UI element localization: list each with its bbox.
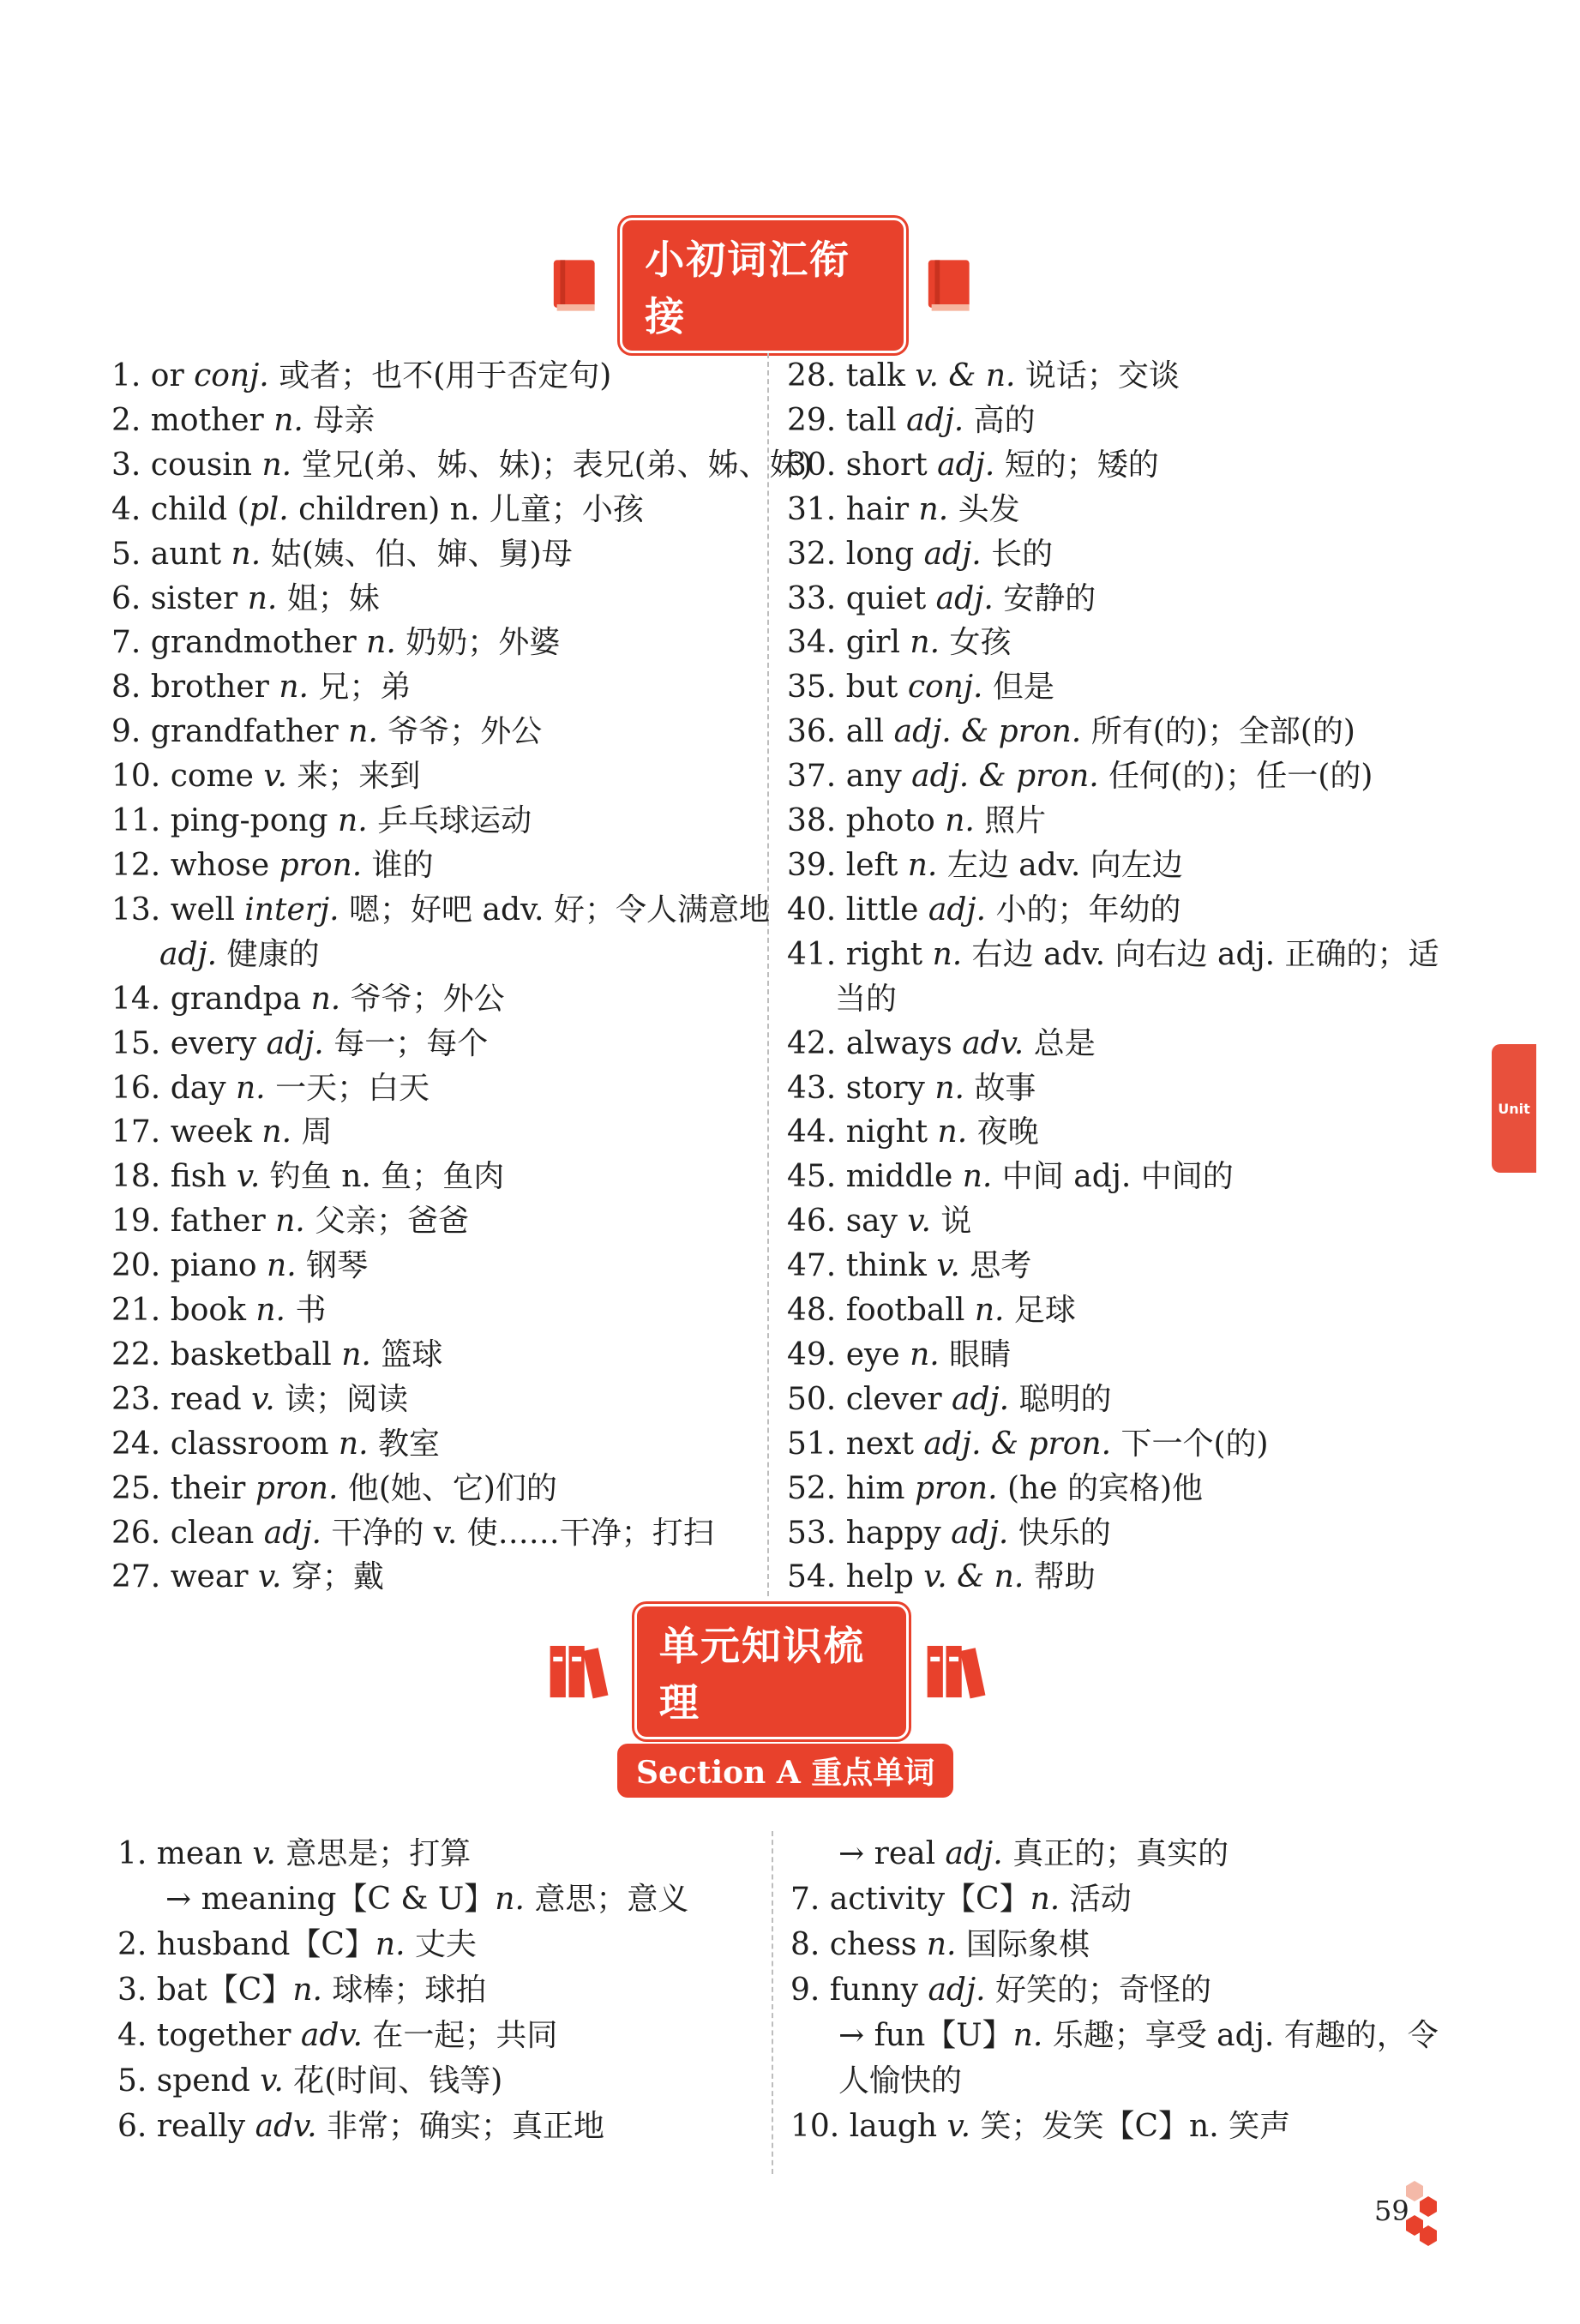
part-of-speech: n.: [275, 1204, 305, 1240]
chinese-meaning: 当的: [835, 981, 898, 1017]
chinese-meaning: 兄；弟: [308, 670, 412, 706]
book-icon: [925, 255, 976, 315]
chinese-meaning: 小的；年幼的: [986, 892, 1181, 928]
vocab-list-left: [111, 354, 813, 1600]
vocab-word: 20. piano: [111, 1248, 267, 1284]
vocab-item: [787, 710, 1439, 754]
part-of-speech: n.: [261, 447, 292, 483]
chinese-meaning: 在一起；共同: [362, 2018, 558, 2053]
part-of-speech: pron.: [914, 1470, 998, 1506]
vocab-item: [787, 977, 1439, 1022]
part-of-speech: n.: [255, 1293, 285, 1329]
vocab-item: [111, 1511, 813, 1556]
vocab-item: [111, 1467, 813, 1511]
vocab-word: 25. their: [111, 1470, 255, 1506]
book-icon: [550, 255, 601, 315]
file-folders-icon: [924, 1638, 996, 1705]
vocab-item: [111, 399, 813, 443]
vocab-item: [111, 1333, 813, 1378]
part-of-speech: interj.: [244, 892, 339, 928]
vocab-item: [111, 1155, 813, 1199]
knowledge-section-title: 单元知识梳理: [634, 1604, 909, 1739]
chinese-meaning: 来；来到: [286, 759, 421, 795]
vocab-word: 50. clever: [787, 1381, 952, 1417]
vocab-word: 18. fish: [111, 1159, 237, 1195]
chinese-meaning: children) n. 儿童；小孩: [288, 491, 644, 527]
chinese-meaning: 非常；确实；真正地: [316, 2109, 605, 2144]
vocab-item: [787, 888, 1439, 933]
vocab-item: [111, 1022, 813, 1066]
vocab-item: [111, 488, 813, 532]
vocab-word: → meaning【C & U】: [165, 1882, 496, 1917]
part-of-speech: n.: [495, 1882, 525, 1917]
vocab-word: 45. middle: [787, 1159, 963, 1195]
vocab-word: 10. come: [111, 759, 264, 795]
chinese-meaning: 所有(的)；全部(的): [1081, 714, 1355, 750]
vocab-item: [787, 1110, 1439, 1155]
part-of-speech: n.: [231, 536, 261, 572]
vocab-word: 7. activity【C】: [790, 1882, 1030, 1917]
chinese-meaning: 花(时间、钱等): [283, 2063, 503, 2099]
vocab-item: [787, 1066, 1439, 1111]
vocab-item: [787, 1244, 1439, 1288]
vocab-item: [111, 354, 813, 399]
vocab-word: 9. grandfather: [111, 714, 349, 750]
vocab-word: 6. really: [117, 2109, 255, 2144]
vocab-item: [117, 2013, 688, 2058]
vocab-item: [787, 1288, 1439, 1333]
vocab-item: [787, 665, 1439, 710]
chinese-meaning: 思考: [959, 1248, 1032, 1284]
knowledge-section-banner: [532, 1623, 1012, 1726]
vocab-item: [117, 1831, 688, 1877]
part-of-speech: pron.: [279, 847, 363, 883]
vocab-item: [790, 1877, 1439, 1922]
chinese-meaning: 姑(姨、伯、婶、舅)母: [261, 536, 573, 572]
chinese-meaning: 母亲: [303, 402, 375, 438]
chinese-meaning: 谁的: [362, 847, 434, 883]
chinese-meaning: 书: [285, 1293, 327, 1329]
chinese-meaning: 说: [930, 1204, 972, 1240]
vocab-item: [787, 844, 1439, 888]
part-of-speech: adj. & pron.: [923, 1426, 1112, 1462]
file-folders-icon: [547, 1638, 619, 1705]
vocab-item: [111, 1199, 813, 1244]
section-a-list-right: [790, 1831, 1439, 2149]
part-of-speech: adj.: [935, 580, 994, 616]
vocab-item: [790, 1922, 1439, 1967]
chinese-meaning: 父亲；爸爸: [304, 1204, 470, 1240]
vocab-item: [787, 1333, 1439, 1378]
part-of-speech: n.: [292, 1973, 322, 2008]
part-of-speech: n.: [338, 803, 368, 839]
vocab-word: → real: [838, 1836, 946, 1871]
part-of-speech: adj.: [923, 536, 982, 572]
part-of-speech: v. & n.: [923, 1559, 1024, 1595]
part-of-speech: adj. & pron.: [893, 714, 1082, 750]
vocab-word: 24. classroom: [111, 1426, 339, 1462]
vocab-word: 29. tall: [787, 402, 907, 438]
chinese-meaning: 真正的；真实的: [1002, 1836, 1229, 1871]
part-of-speech: n.: [937, 1114, 968, 1150]
chinese-meaning: 意思是；打算: [275, 1836, 472, 1871]
chinese-meaning: 教室: [368, 1426, 441, 1462]
chinese-meaning: 活动: [1060, 1882, 1132, 1917]
vocab-item: [117, 1922, 688, 1967]
part-of-speech: adv.: [962, 1025, 1024, 1061]
vocab-word: 12. whose: [111, 847, 279, 883]
chinese-meaning: 故事: [964, 1070, 1036, 1106]
vocab-item: [787, 1467, 1439, 1511]
chinese-meaning: 头发: [948, 491, 1020, 527]
vocab-word: 41. right: [787, 936, 933, 972]
vocab-item: [111, 1244, 813, 1288]
vocab-word: 46. say: [787, 1204, 908, 1240]
vocab-word: 21. book: [111, 1293, 256, 1329]
chinese-meaning: 或者；也不(用于否定句): [268, 358, 612, 393]
part-of-speech: n.: [926, 1927, 957, 1962]
chinese-meaning: 他(她、它)们的: [338, 1470, 557, 1506]
part-of-speech: conj.: [907, 670, 983, 706]
chinese-meaning: 堂兄(弟、姊、妹)；表兄(弟、姊、妹): [291, 447, 813, 483]
part-of-speech: adv.: [300, 2018, 363, 2053]
chinese-meaning: 丈夫: [405, 1927, 478, 1962]
vocab-word: 27. wear: [111, 1559, 258, 1595]
vocab-item: [787, 1555, 1439, 1600]
part-of-speech: pl.: [249, 491, 289, 527]
part-of-speech: n.: [247, 580, 278, 616]
vocab-item: [111, 888, 813, 933]
vocab-word: 5. spend: [117, 2063, 261, 2099]
vocab-word: 51. next: [787, 1426, 924, 1462]
chinese-meaning: 爷爷；外公: [340, 981, 505, 1017]
vocab-word: 42. always: [787, 1025, 963, 1061]
vocab-item: [790, 1831, 1439, 1877]
chinese-meaning: 穿；戴: [281, 1559, 384, 1595]
chinese-meaning: 左边 adv. 向左边: [937, 847, 1183, 883]
part-of-speech: v.: [907, 1204, 931, 1240]
vocab-item: [111, 577, 813, 622]
part-of-speech: adv.: [255, 2109, 317, 2144]
unit-side-tab[interactable]: Unit: [1492, 1044, 1536, 1173]
vocab-item: [111, 754, 813, 799]
vocab-word: 43. story: [787, 1070, 935, 1106]
vocab-word: 13. well: [111, 892, 245, 928]
chinese-meaning: 安静的: [993, 580, 1096, 616]
vocab-item: [787, 532, 1439, 577]
chinese-meaning: 钓鱼 n. 鱼；鱼肉: [260, 1159, 505, 1195]
part-of-speech: n.: [910, 1336, 940, 1372]
part-of-speech: n.: [375, 1927, 406, 1962]
chinese-meaning: 球棒；球拍: [321, 1973, 487, 2008]
part-of-speech: n.: [279, 670, 309, 706]
chinese-meaning: 照片: [974, 803, 1047, 839]
vocab-item: [787, 399, 1439, 443]
chinese-meaning: 读；阅读: [274, 1381, 409, 1417]
part-of-speech: adj.: [951, 1381, 1010, 1417]
vocab-item: [111, 799, 813, 844]
vocab-item: [787, 1511, 1439, 1556]
vocab-item: [787, 933, 1439, 977]
vocab-item: [787, 443, 1439, 488]
part-of-speech: adj.: [906, 402, 964, 438]
chinese-meaning: 好笑的；奇怪的: [985, 1973, 1212, 2008]
chinese-meaning: 国际象棋: [956, 1927, 1090, 1962]
chinese-meaning: 乐趣；享受 adj. 有趣的，令: [1042, 2018, 1439, 2053]
part-of-speech: pron.: [255, 1470, 339, 1506]
part-of-speech: v.: [236, 1159, 261, 1195]
part-of-speech: adj.: [266, 1025, 324, 1061]
chinese-meaning: 眼睛: [939, 1336, 1012, 1372]
vocab-word: 28. talk: [787, 358, 916, 393]
vocab-item: [787, 1422, 1439, 1467]
vocab-item: [787, 354, 1439, 399]
vocab-word: 1. or: [111, 358, 195, 393]
part-of-speech: n.: [974, 1293, 1005, 1329]
vocab-item: [111, 977, 813, 1022]
chinese-meaning: 篮球: [370, 1336, 443, 1372]
part-of-speech: adj.: [945, 1836, 1003, 1871]
vocab-item: [790, 2104, 1439, 2149]
subsection-title: Section A 重点单词: [617, 1744, 953, 1798]
part-of-speech: n.: [235, 1070, 266, 1106]
vocab-word: 11. ping-pong: [111, 803, 339, 839]
part-of-speech: n.: [1012, 2018, 1043, 2053]
chinese-meaning: 意思；意义: [524, 1882, 689, 1917]
vocab-item: [787, 754, 1439, 799]
chinese-meaning: 钢琴: [296, 1248, 369, 1284]
vocab-section-banner: [532, 237, 994, 339]
chinese-meaning: 说话；交谈: [1015, 358, 1180, 393]
part-of-speech: n.: [310, 981, 341, 1017]
vocab-item: [111, 844, 813, 888]
vocab-section-title: 小初词汇衔接: [620, 218, 905, 353]
vocab-word: 26. clean: [111, 1515, 264, 1551]
part-of-speech: n.: [918, 491, 949, 527]
part-of-speech: v. & n.: [915, 358, 1016, 393]
chinese-meaning: 乒乓球运动: [367, 803, 532, 839]
part-of-speech: adj.: [263, 1515, 321, 1551]
vocab-item: [787, 1155, 1439, 1199]
vocab-word: 23. read: [111, 1381, 252, 1417]
vocab-item: [111, 933, 813, 977]
vocab-item: [111, 621, 813, 665]
part-of-speech: n.: [945, 803, 975, 839]
vocab-item: [111, 532, 813, 577]
page-number: 59: [1374, 2195, 1409, 2227]
vocab-item: [787, 1199, 1439, 1244]
chinese-meaning: 健康的: [217, 936, 320, 972]
vocab-word: 22. basketball: [111, 1336, 342, 1372]
vocab-word: 34. girl: [787, 625, 910, 661]
vocab-item: [787, 799, 1439, 844]
part-of-speech: v.: [263, 759, 287, 795]
part-of-speech: n.: [267, 1248, 297, 1284]
vocab-item: [790, 1967, 1439, 2013]
chinese-meaning: 干净的 v. 使……干净；打扫: [321, 1515, 714, 1551]
vocab-item: [787, 621, 1439, 665]
part-of-speech: n.: [907, 847, 938, 883]
vocab-word: 4. together: [117, 2018, 301, 2053]
vocab-item: [111, 443, 813, 488]
chinese-meaning: 高的: [964, 402, 1036, 438]
vocab-word: 44. night: [787, 1114, 938, 1150]
vocab-word: 33. quiet: [787, 580, 936, 616]
vocab-item: [117, 2058, 688, 2104]
chinese-meaning: 笑；发笑【C】n. 笑声: [970, 2109, 1291, 2144]
part-of-speech: n.: [273, 402, 303, 438]
part-of-speech: adj.: [159, 936, 218, 972]
chinese-meaning: 每一；每个: [323, 1025, 489, 1061]
vocab-word: 3. bat【C】: [117, 1973, 293, 2008]
vocab-word: 48. football: [787, 1293, 975, 1329]
vocab-word: 36. all: [787, 714, 894, 750]
part-of-speech: n.: [348, 714, 378, 750]
vocab-word: 2. husband【C】: [117, 1927, 375, 1962]
vocab-word: 49. eye: [787, 1336, 910, 1372]
chinese-meaning: 爷爷；外公: [377, 714, 543, 750]
part-of-speech: n.: [910, 625, 940, 661]
vocab-item: [790, 2013, 1439, 2058]
vocab-word: 5. aunt: [111, 536, 231, 572]
part-of-speech: n.: [962, 1159, 993, 1195]
vocab-item: [787, 1022, 1439, 1066]
vocab-word: 8. brother: [111, 670, 279, 706]
vocab-word: → fun【U】: [838, 2018, 1013, 2053]
part-of-speech: adj.: [951, 1515, 1009, 1551]
vocab-word: 32. long: [787, 536, 924, 572]
vocab-word: 31. hair: [787, 491, 919, 527]
part-of-speech: adj.: [928, 892, 987, 928]
vocab-word: 19. father: [111, 1204, 276, 1240]
chinese-meaning: 姐；妹: [277, 580, 380, 616]
chinese-meaning: 但是: [982, 670, 1054, 706]
vocab-item: [111, 1378, 813, 1422]
vocab-item: [787, 577, 1439, 622]
vocab-word: 4. child (: [111, 491, 249, 527]
vocab-word: 17. week: [111, 1114, 262, 1150]
vocab-word: 8. chess: [790, 1927, 927, 1962]
vocab-word: 37. any: [787, 759, 912, 795]
vocab-word: 1. mean: [117, 1836, 253, 1871]
chinese-meaning: 右边 adv. 向右边 adj. 正确的；适: [962, 936, 1439, 972]
chinese-meaning: 人愉快的: [838, 2063, 963, 2099]
vocab-word: 38. photo: [787, 803, 946, 839]
part-of-speech: n.: [261, 1114, 292, 1150]
part-of-speech: adj. & pron.: [911, 759, 1099, 795]
vocab-word: 2. mother: [111, 402, 274, 438]
part-of-speech: v.: [936, 1248, 960, 1284]
chinese-meaning: 一天；白天: [265, 1070, 430, 1106]
chinese-meaning: 女孩: [940, 625, 1012, 661]
vocab-word: 6. sister: [111, 580, 248, 616]
vocab-item: [111, 1066, 813, 1111]
vocab-word: 10. laugh: [790, 2109, 947, 2144]
vocab-word: 3. cousin: [111, 447, 262, 483]
part-of-speech: n.: [366, 625, 396, 661]
vocab-list-right: [787, 354, 1439, 1600]
chinese-meaning: 任何(的)；任一(的): [1098, 759, 1373, 795]
chinese-meaning: 下一个(的): [1111, 1426, 1269, 1462]
part-of-speech: v.: [251, 1381, 275, 1417]
part-of-speech: n.: [338, 1426, 369, 1462]
vocab-word: 47. think: [787, 1248, 937, 1284]
section-a-list-left: [117, 1831, 688, 2149]
vocab-word: 54. help: [787, 1559, 924, 1595]
vocab-word: 52. him: [787, 1470, 915, 1506]
chinese-meaning: 短的；矮的: [994, 447, 1159, 483]
part-of-speech: n.: [932, 936, 963, 972]
chinese-meaning: 中间 adj. 中间的: [992, 1159, 1234, 1195]
vocab-item: [787, 488, 1439, 532]
vocab-item: [111, 1422, 813, 1467]
vocab-word: 9. funny: [790, 1973, 928, 2008]
vocab-word: 14. grandpa: [111, 981, 311, 1017]
vocab-item: [117, 1967, 688, 2013]
vocab-item: [790, 2058, 1439, 2104]
part-of-speech: n.: [1030, 1882, 1060, 1917]
vocab-word: 35. but: [787, 670, 908, 706]
part-of-speech: v.: [260, 2063, 284, 2099]
vocab-item: [111, 710, 813, 754]
chinese-meaning: 足球: [1004, 1293, 1076, 1329]
chinese-meaning: 夜晚: [967, 1114, 1039, 1150]
vocab-word: 15. every: [111, 1025, 267, 1061]
vocab-item: [111, 665, 813, 710]
vocab-item: [117, 2104, 688, 2149]
column-divider: [772, 1831, 773, 2174]
part-of-speech: v.: [257, 1559, 282, 1595]
chinese-meaning: 快乐的: [1008, 1515, 1111, 1551]
vocab-word: 16. day: [111, 1070, 236, 1106]
chinese-meaning: 长的: [981, 536, 1054, 572]
part-of-speech: n.: [341, 1336, 371, 1372]
chinese-meaning: 周: [291, 1114, 333, 1150]
part-of-speech: v.: [946, 2109, 971, 2144]
vocab-word: 7. grandmother: [111, 625, 367, 661]
vocab-item: [111, 1288, 813, 1333]
part-of-speech: adj.: [937, 447, 995, 483]
chinese-meaning: 奶奶；外婆: [395, 625, 561, 661]
vocab-word: 39. left: [787, 847, 908, 883]
vocab-item: [111, 1110, 813, 1155]
chinese-meaning: 帮助: [1024, 1559, 1096, 1595]
chinese-meaning: 聪明的: [1009, 1381, 1112, 1417]
vocab-word: 30. short: [787, 447, 938, 483]
vocab-item: [111, 1555, 813, 1600]
part-of-speech: conj.: [194, 358, 269, 393]
vocab-word: 53. happy: [787, 1515, 952, 1551]
vocab-item: [787, 1378, 1439, 1422]
vocab-word: 40. little: [787, 892, 928, 928]
part-of-speech: n.: [934, 1070, 964, 1106]
chinese-meaning: (he 的宾格)他: [997, 1470, 1204, 1506]
chinese-meaning: 总是: [1024, 1025, 1096, 1061]
part-of-speech: adj.: [928, 1973, 986, 2008]
chinese-meaning: 嗯；好吧 adv. 好；令人满意地: [339, 892, 770, 928]
vocab-item: [117, 1877, 688, 1922]
part-of-speech: v.: [252, 1836, 276, 1871]
